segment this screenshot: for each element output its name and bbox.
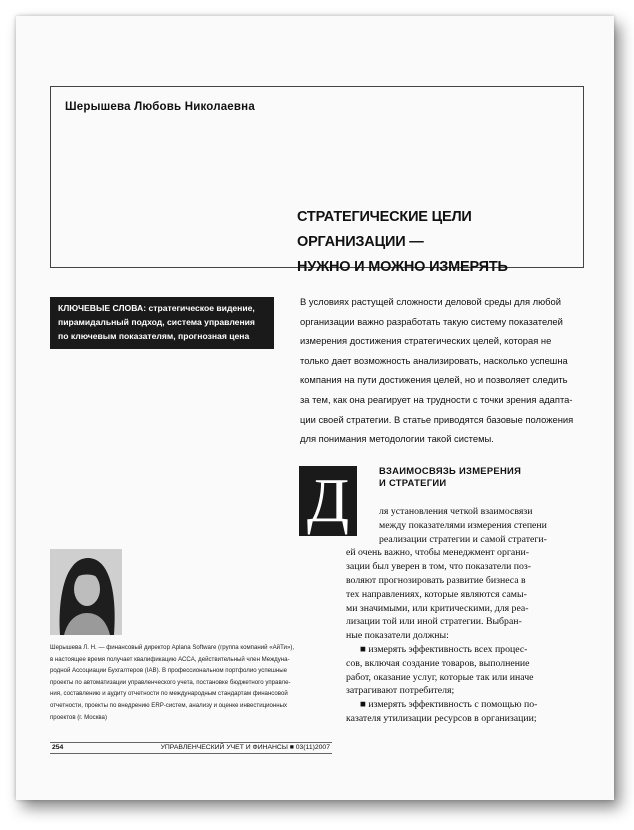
page-number: 254 — [52, 744, 64, 751]
bullet-item: ■ измерять эффективность с помощью по- — [360, 699, 538, 711]
header-box — [50, 86, 584, 275]
abstract-line: измерения достижения стратегических целей, которая не — [300, 335, 552, 347]
body-line: затрагивают потребителя; — [346, 685, 455, 697]
body-line: ля установления четкой взаимосвязи — [379, 506, 533, 517]
article-title-line: НУЖНО И МОЖНО ИЗМЕРЯТЬ — [297, 259, 508, 275]
article-title-line: СТРАТЕГИЧЕСКИЕ ЦЕЛИ ОРГАНИЗАЦИИ — — [297, 209, 472, 250]
bio-line: родной Ассоциации Бухгалтеров (IAB). В профессиональном портфолио успешные — [50, 667, 288, 675]
body-line: ей очень важно, чтобы менеджмент органи- — [346, 547, 529, 559]
bio-line: Шерышева Л. Н. — финансовый директор Aplana Software (группа компаний «АйТи»), — [50, 644, 295, 651]
abstract-line: организации важно разработать такую систему показателей — [300, 315, 563, 327]
bio-line: отчетности, проекты по внедрению ERP-систем, анализу и оценке инвестиционных — [50, 701, 288, 709]
body-line: зации был уверен в том, что показатели поз- — [346, 561, 532, 573]
keywords-line: пирамидальный подход, система управления — [58, 317, 255, 327]
section-title-line: И СТРАТЕГИИ — [379, 477, 447, 488]
bio-line: проектов (г. Москва) — [50, 713, 107, 721]
author-bio — [50, 642, 340, 723]
body-line: реализации стратегии и самой стратеги- — [379, 533, 547, 545]
body-line: воляют прогнозировать развитие бизнеса в — [346, 574, 526, 586]
keywords-box — [50, 297, 274, 349]
section-title — [379, 465, 521, 489]
body-line: сов, включая создание товаров, выполнение — [346, 657, 530, 669]
author-portrait-icon — [50, 549, 122, 635]
abstract-line: для понимания методологии такой системы. — [300, 433, 494, 445]
body-line: ные показатели должны: — [346, 630, 449, 642]
body-line: между показателями измерения степени — [379, 519, 547, 531]
abstract-line: только дает возможность анализировать, насколько успешна — [300, 354, 568, 366]
abstract-line: ции своей стратегии. В статье приводятся базовые положения — [300, 413, 574, 425]
body-text — [346, 505, 584, 726]
drop-cap: Д — [299, 466, 357, 536]
author-photo — [50, 549, 122, 635]
bio-line: в настоящее время получает квалификацию АССА, действительный член Междуна- — [50, 655, 290, 663]
body-line: лизации той или иной стратегии. Выбран- — [346, 616, 522, 628]
bullet-item: ■ измерять эффективность всех процес- — [360, 643, 528, 655]
author-name: Шерышева Любовь Николаевна — [65, 101, 255, 113]
keywords-line: по ключевым показателям, прогнозная цена — [58, 331, 250, 341]
section-title-line: ВЗАИМОСВЯЗЬ ИЗМЕРЕНИЯ — [379, 465, 522, 476]
journal-name: УПРАВЛЕНЧЕСКИЙ УЧЕТ И ФИНАНСЫ ■ 03(11)2007 — [160, 744, 330, 751]
body-line: казателя утилизации ресурсов в организации; — [346, 712, 537, 724]
bio-line: ния, составлению и аудиту отчетности по международным стандартам финансовой — [50, 690, 288, 698]
body-line: работ, оказание услуг, которые так или иначе — [346, 671, 534, 683]
body-line: ми значимыми, или критическими, для реа- — [346, 602, 529, 614]
abstract-line: компания на пути достижения целей, но и позволяет следить — [300, 374, 568, 386]
bio-line: проекты по автоматизации управленческого учета, постановке бюджетного управле- — [50, 678, 291, 686]
journal-page — [16, 16, 614, 800]
article-title — [297, 205, 577, 280]
page-footer — [50, 742, 332, 754]
abstract-line: В условиях растущей сложности деловой среды для любой — [300, 296, 561, 307]
abstract — [300, 292, 582, 449]
body-line: тех направлениях, которые являются самы- — [346, 588, 527, 600]
keywords-line: КЛЮЧЕВЫЕ СЛОВА: стратегическое видение, — [58, 303, 255, 313]
abstract-line: за тем, как она реагирует на трудности с точки зрения адапта- — [300, 393, 573, 405]
